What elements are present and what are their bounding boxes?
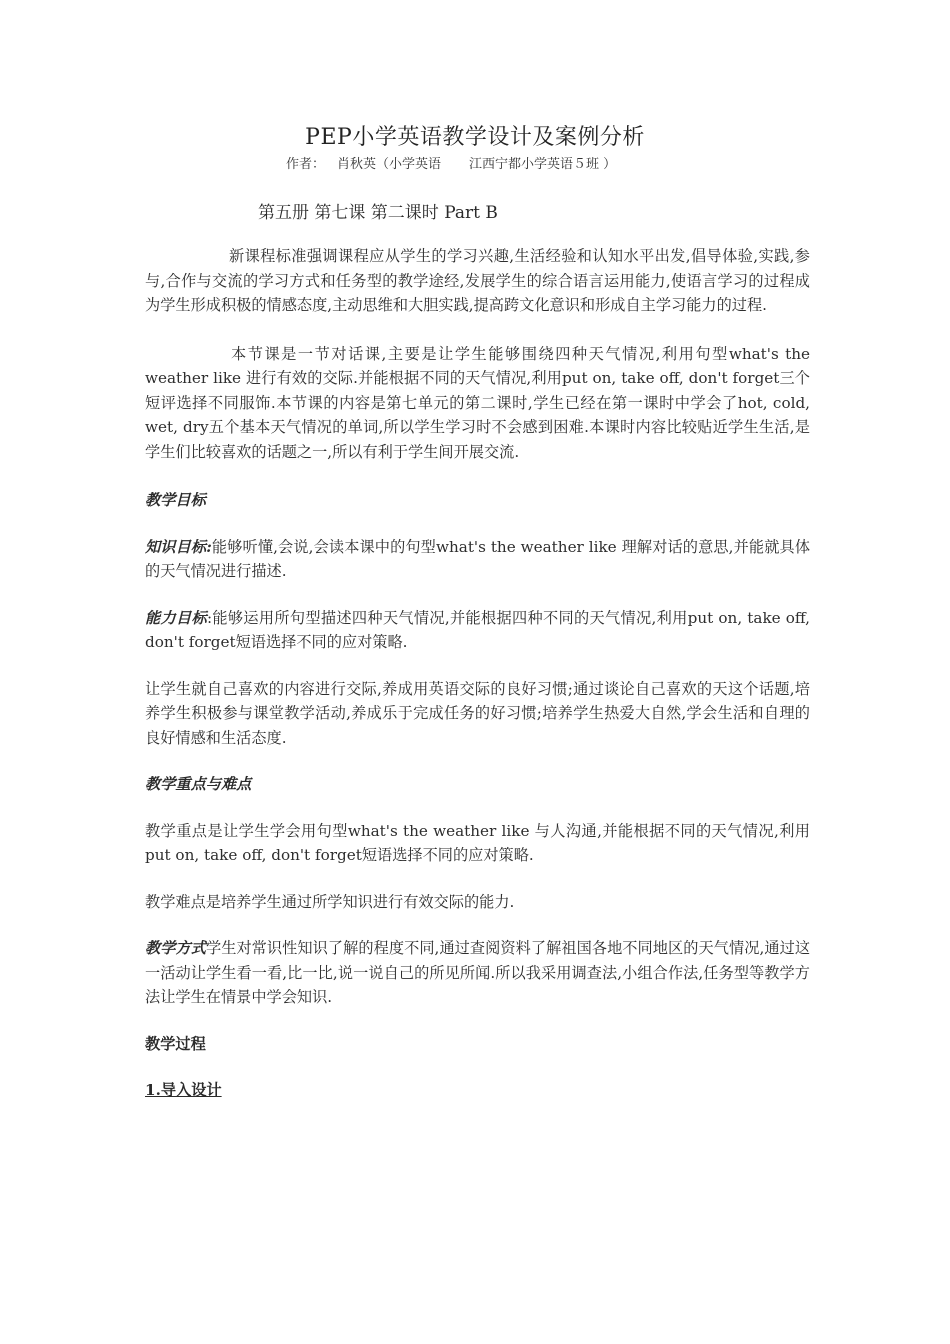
ability-goal-text: :能够运用所句型描述四种天气情况,并能根据四种不同的天气情况,利用put on, take off, don't forget短语选择不同的应对策略. xyxy=(145,608,811,651)
document-body xyxy=(145,244,810,1103)
method-label: 教学方式 xyxy=(145,939,206,957)
author-name: 肖秋英（小学英语 xyxy=(337,157,442,172)
method-paragraph xyxy=(145,936,810,1010)
key-points-heading: 教学重点与难点 xyxy=(145,775,252,793)
overview-paragraph: 本节课是一节对话课,主要是让学生能够围绕四种天气情况,利用句型what's the weather like 进行有效的交际.并能根据不同的天气情况,利用put on, take off, don't forget三个短评选择不同服饰.本节课的内容是第七单元的第二课时,学生已经在第一课时中学会了hot, cold, wet, dry五个基本天气情况的单词,所以学生学习时不会感到困难.本课时内容比较贴近学生生活,是学生们比较喜欢的话题之一,所以有利于学生间开展交流. xyxy=(145,344,810,461)
knowledge-goal-text: 能够听懂,会说,会读本课中的句型what's the weather like 理解对话的意思,并能就具体的天气情况进行描述. xyxy=(145,537,811,580)
emotion-goal-paragraph: 让学生就自己喜欢的内容进行交际,养成用英语交际的良好习惯;通过谈论自己喜欢的天这个话题,培养学生积极参与课堂教学活动,养成乐于完成任务的好习惯;培养学生热爱大自然,学会生活和自理的良好情感和生活态度. xyxy=(145,679,810,747)
document-title: PEP小学英语教学设计及案例分析 xyxy=(305,125,645,150)
method-text: 学生对常识性知识了解的程度不同,通过查阅资料了解祖国各地不同地区的天气情况,通过这一活动让学生看一看,比一比,说一说自己的所见所闻.所以我采用调查法,小组合作法,任务型等教学方法让学生在情景中学会知识. xyxy=(145,939,811,1006)
knowledge-goal-paragraph xyxy=(145,535,810,584)
author-label: 作者： xyxy=(286,157,326,172)
knowledge-goal-label: 知识目标: xyxy=(145,537,212,556)
step1-heading: 1.导入设计 xyxy=(145,1081,222,1099)
process-heading: 教学过程 xyxy=(145,1034,206,1053)
lesson-subtitle: 第五册 第七课 第二课时 Part B xyxy=(258,203,498,223)
difficulty-paragraph: 教学难点是培养学生通过所学知识进行有效交际的能力. xyxy=(145,892,515,911)
intro-paragraph: 新课程标准强调课程应从学生的学习兴趣,生活经验和认知水平出发,倡导体验,实践,参与,合作与交流的学习方式和任务型的教学途经,发展学生的综合语言运用能力,使语言学习的过程成为学生形成积极的情感态度,主动思维和大胆实践,提高跨文化意识和形成自主学习能力的过程. xyxy=(145,247,810,314)
goals-heading: 教学目标 xyxy=(145,491,206,509)
ability-goal-label: 能力目标 xyxy=(145,608,207,627)
author-line xyxy=(286,153,616,172)
key-point-paragraph: 教学重点是让学生学会用句型what's the weather like 与人沟通,并能根据不同的天气情况,利用put on, take off, don't forget短语选择不同的应对策略. xyxy=(145,821,810,864)
author-class: 江西宁都小学英语５班 ） xyxy=(469,157,617,172)
ability-goal-paragraph xyxy=(145,606,810,655)
